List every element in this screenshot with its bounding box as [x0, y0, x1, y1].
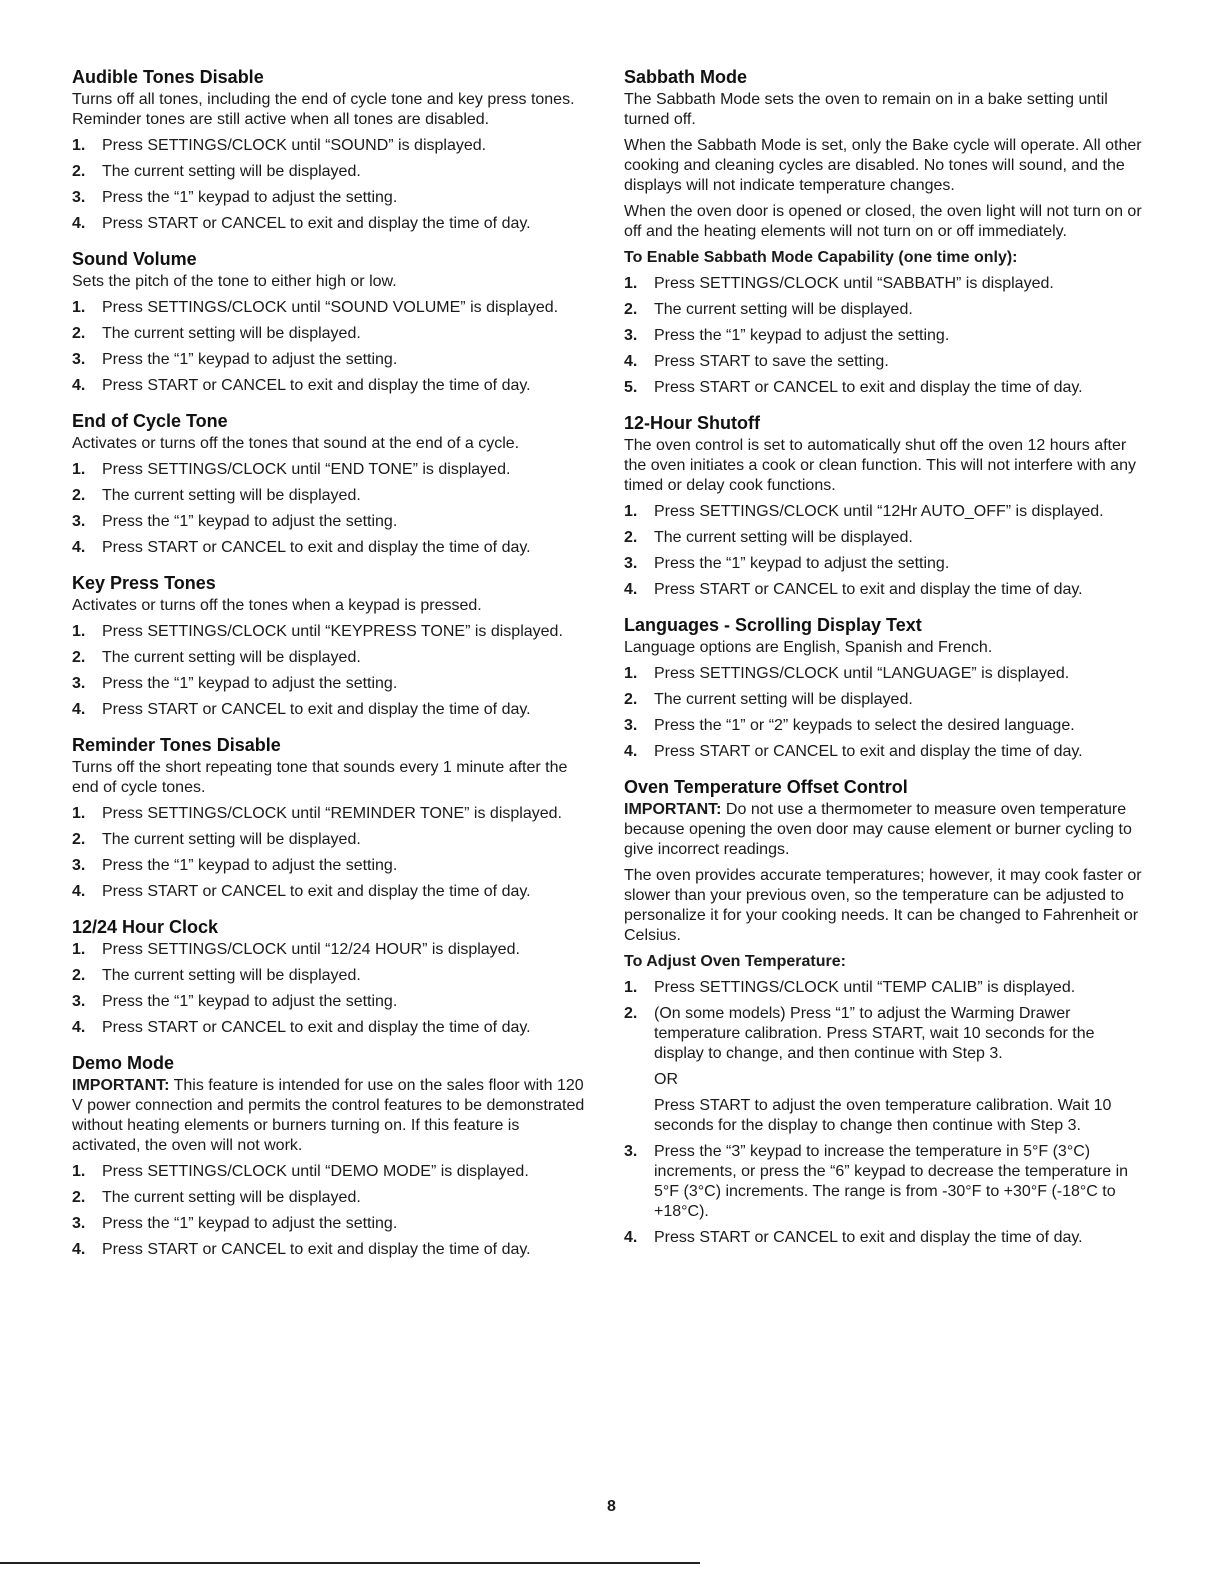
step-text: The current setting will be displayed.: [102, 487, 361, 504]
step-item: [72, 298, 592, 318]
section: [624, 614, 1144, 762]
step-list: [72, 1162, 592, 1260]
important-note: [624, 800, 1144, 860]
step-item: [624, 1228, 1144, 1248]
step-text: The current setting will be displayed.: [654, 691, 913, 708]
step-text: The current setting will be displayed.: [102, 325, 361, 342]
step-alternative: Press START to adjust the oven temperature calibration. Wait 10 seconds for the display to change then continue with Step 3.: [654, 1097, 1112, 1134]
step-number: 1.: [72, 137, 86, 154]
step-item: [72, 966, 592, 986]
step-text: The current setting will be displayed.: [102, 831, 361, 848]
step-text: The current setting will be displayed.: [102, 967, 361, 984]
step-text: Press the “1” keypad to adjust the setting.: [654, 327, 950, 344]
section-title: Oven Temperature Offset Control: [624, 777, 908, 797]
step-number: 2.: [72, 487, 86, 504]
step-text: Press SETTINGS/CLOCK until “REMINDER TONE” is displayed.: [102, 805, 562, 822]
step-item: [72, 460, 592, 480]
step-number: 2.: [72, 649, 86, 666]
step-number: 2.: [624, 529, 638, 546]
step-number: 1.: [72, 299, 86, 316]
step-number: 2.: [624, 691, 638, 708]
step-number: 1.: [624, 503, 638, 520]
step-number: 1.: [72, 805, 86, 822]
section-title: Key Press Tones: [72, 573, 216, 593]
important-text: This feature is intended for use on the sales floor with 120 V power connection and permits the control features to be demonstrated without heating elements or burners turning on. If this feature is activated, the oven will not work.: [72, 1077, 585, 1154]
step-text: Press SETTINGS/CLOCK until “LANGUAGE” is displayed.: [654, 665, 1070, 682]
paragraph: When the oven door is opened or closed, the oven light will not turn on or off and the heating elements will not turn on or off immediately.: [624, 203, 1142, 240]
step-number: 3.: [72, 993, 86, 1010]
section-title: Audible Tones Disable: [72, 67, 264, 87]
step-number: 5.: [624, 379, 638, 396]
section: [72, 916, 592, 1038]
section-title: 12/24 Hour Clock: [72, 917, 219, 937]
step-number: 1.: [72, 623, 86, 640]
right-column: [624, 66, 1144, 1262]
step-item: [72, 830, 592, 850]
section-title: Sound Volume: [72, 249, 197, 269]
step-list: [72, 622, 592, 720]
step-text: Press START or CANCEL to exit and display the time of day.: [654, 379, 1083, 396]
step-item: [72, 214, 592, 234]
step-item: [624, 1142, 1144, 1222]
step-item: [72, 1214, 592, 1234]
section: [624, 776, 1144, 1248]
step-number: 3.: [624, 555, 638, 572]
step-text: Press the “1” keypad to adjust the setting.: [102, 993, 398, 1010]
step-number: 4.: [72, 883, 86, 900]
section: [72, 410, 592, 558]
step-number: 2.: [72, 967, 86, 984]
section: [624, 66, 1144, 398]
section-intro: Activates or turns off the tones that sound at the end of a cycle.: [72, 435, 520, 452]
step-item: [72, 376, 592, 396]
paragraph: The oven control is set to automatically shut off the oven 12 hours after the oven initiates a cook or clean function. This will not interfere with any timed or delay cook functions.: [624, 437, 1136, 494]
step-text: Press SETTINGS/CLOCK until “TEMP CALIB” is displayed.: [654, 979, 1076, 996]
step-number: 3.: [624, 327, 638, 344]
step-text: Press START or CANCEL to exit and display the time of day.: [102, 883, 531, 900]
important-note: [72, 1076, 592, 1156]
step-text: Press START or CANCEL to exit and display the time of day.: [102, 701, 531, 718]
step-item: [72, 648, 592, 668]
step-item: [72, 486, 592, 506]
step-text: Press START to save the setting.: [654, 353, 889, 370]
step-item: [72, 882, 592, 902]
section: [624, 412, 1144, 600]
step-number: 2.: [624, 301, 638, 318]
step-text: Press START or CANCEL to exit and display the time of day.: [654, 581, 1083, 598]
step-item: [72, 674, 592, 694]
step-number: 4.: [72, 215, 86, 232]
step-text: Press the “1” keypad to adjust the setting.: [102, 857, 398, 874]
step-list: [624, 274, 1144, 398]
step-item: [624, 1004, 1144, 1136]
step-item: [624, 580, 1144, 600]
step-text: Press START or CANCEL to exit and display the time of day.: [102, 1019, 531, 1036]
step-text: Press SETTINGS/CLOCK until “SOUND VOLUME” is displayed.: [102, 299, 559, 316]
step-text: Press START or CANCEL to exit and display the time of day.: [654, 743, 1083, 760]
step-item: [624, 690, 1144, 710]
step-number: 1.: [72, 941, 86, 958]
step-list: [72, 460, 592, 558]
step-or: OR: [654, 1071, 678, 1088]
step-number: 1.: [72, 461, 86, 478]
step-number: 4.: [624, 353, 638, 370]
section-title: Sabbath Mode: [624, 67, 748, 87]
step-item: [72, 992, 592, 1012]
step-item: [72, 700, 592, 720]
step-item: [624, 326, 1144, 346]
step-item: [72, 1240, 592, 1260]
step-number: 4.: [624, 743, 638, 760]
paragraph: Language options are English, Spanish and French.: [624, 639, 993, 656]
step-item: [72, 350, 592, 370]
step-item: [624, 978, 1144, 998]
step-number: 2.: [72, 831, 86, 848]
step-item: [624, 274, 1144, 294]
step-item: [72, 136, 592, 156]
step-item: [624, 378, 1144, 398]
section: [72, 734, 592, 902]
step-item: [624, 352, 1144, 372]
step-text: (On some models) Press “1” to adjust the Warming Drawer temperature calibration. Press START, wait 10 seconds for the display to change, and then continue with Step 3.: [654, 1005, 1095, 1062]
step-number: 4.: [624, 1229, 638, 1246]
step-number: 3.: [72, 675, 86, 692]
step-number: 3.: [72, 1215, 86, 1232]
step-text: Press the “1” keypad to adjust the setting.: [102, 513, 398, 530]
step-text: Press SETTINGS/CLOCK until “SOUND” is displayed.: [102, 137, 487, 154]
paragraph: The oven provides accurate temperatures; however, it may cook faster or slower than your previous oven, so the temperature can be adjusted to personalize it for your cooking needs. It can be changed to Fahrenheit or Celsius.: [624, 867, 1142, 944]
step-item: [624, 664, 1144, 684]
step-item: [72, 856, 592, 876]
step-list: [624, 502, 1144, 600]
procedure-subhead: To Adjust Oven Temperature:: [624, 953, 846, 970]
section-intro: Turns off all tones, including the end of cycle tone and key press tones. Reminder tones are still active when all tones are disabled.: [72, 91, 575, 128]
step-text: Press the “1” keypad to adjust the setting.: [102, 1215, 398, 1232]
step-text: Press SETTINGS/CLOCK until “DEMO MODE” is displayed.: [102, 1163, 529, 1180]
left-column: [72, 66, 592, 1274]
step-number: 2.: [72, 1189, 86, 1206]
step-item: [72, 162, 592, 182]
step-text: Press SETTINGS/CLOCK until “12/24 HOUR” is displayed.: [102, 941, 520, 958]
step-text: The current setting will be displayed.: [102, 1189, 361, 1206]
important-label: IMPORTANT:: [72, 1077, 170, 1094]
step-text: Press START or CANCEL to exit and display the time of day.: [102, 1241, 531, 1258]
step-number: 3.: [624, 1143, 638, 1160]
section: [72, 1052, 592, 1260]
section-intro: Turns off the short repeating tone that sounds every 1 minute after the end of cycle tones.: [72, 759, 568, 796]
footer-rule: [0, 1562, 700, 1564]
step-item: [72, 940, 592, 960]
section-title: Reminder Tones Disable: [72, 735, 281, 755]
step-number: 3.: [624, 717, 638, 734]
step-number: 4.: [624, 581, 638, 598]
paragraph: The Sabbath Mode sets the oven to remain on in a bake setting until turned off.: [624, 91, 1108, 128]
step-list: [72, 136, 592, 234]
important-label: IMPORTANT:: [624, 801, 722, 818]
section-intro: Sets the pitch of the tone to either high or low.: [72, 273, 397, 290]
step-number: 4.: [72, 377, 86, 394]
step-text: The current setting will be displayed.: [654, 301, 913, 318]
step-number: 3.: [72, 351, 86, 368]
step-text: The current setting will be displayed.: [654, 529, 913, 546]
important-text: Do not use a thermometer to measure oven temperature because opening the oven door may cause element or burner cycling to give incorrect readings.: [624, 801, 1132, 858]
step-number: 1.: [624, 665, 638, 682]
step-item: [624, 742, 1144, 762]
step-list: [72, 298, 592, 396]
step-text: Press the “3” keypad to increase the temperature in 5°F (3°C) increments, or press the “6” keypad to decrease the temperature in 5°F (3°C) increments. The range is from -30°F to +30°F (-18°C to +18°C).: [654, 1143, 1129, 1220]
step-item: [624, 716, 1144, 736]
step-item: [624, 528, 1144, 548]
section-intro: Activates or turns off the tones when a keypad is pressed.: [72, 597, 482, 614]
step-number: 4.: [72, 1241, 86, 1258]
section-title: 12-Hour Shutoff: [624, 413, 760, 433]
step-item: [72, 622, 592, 642]
page-number: 8: [607, 1498, 616, 1515]
step-item: [72, 512, 592, 532]
section-title: Demo Mode: [72, 1053, 175, 1073]
step-number: 1.: [624, 979, 638, 996]
step-text: The current setting will be displayed.: [102, 163, 361, 180]
step-list: [72, 804, 592, 902]
step-number: 4.: [72, 1019, 86, 1036]
step-item: [72, 804, 592, 824]
step-item: [624, 502, 1144, 522]
section-title: Languages - Scrolling Display Text: [624, 615, 922, 635]
section-title: End of Cycle Tone: [72, 411, 228, 431]
step-number: 3.: [72, 857, 86, 874]
step-number: 3.: [72, 513, 86, 530]
step-item: [72, 1162, 592, 1182]
section: [72, 66, 592, 234]
step-list: [624, 664, 1144, 762]
step-number: 4.: [72, 539, 86, 556]
step-number: 1.: [624, 275, 638, 292]
step-item: [624, 554, 1144, 574]
step-item: [72, 324, 592, 344]
step-text: Press the “1” keypad to adjust the setting.: [102, 351, 398, 368]
step-item: [624, 300, 1144, 320]
step-item: [72, 538, 592, 558]
section: [72, 572, 592, 720]
step-text: Press SETTINGS/CLOCK until “KEYPRESS TONE” is displayed.: [102, 623, 563, 640]
step-text: Press the “1” keypad to adjust the setting.: [654, 555, 950, 572]
step-item: [72, 1018, 592, 1038]
step-number: 2.: [72, 325, 86, 342]
procedure-subhead: To Enable Sabbath Mode Capability (one time only):: [624, 249, 1018, 266]
step-list: [624, 978, 1144, 1248]
step-text: Press SETTINGS/CLOCK until “12Hr AUTO_OFF” is displayed.: [654, 503, 1104, 520]
step-text: The current setting will be displayed.: [102, 649, 361, 666]
step-number: 4.: [72, 701, 86, 718]
step-text: Press the “1” or “2” keypads to select the desired language.: [654, 717, 1075, 734]
step-number: 1.: [72, 1163, 86, 1180]
step-list: [72, 940, 592, 1038]
step-item: [72, 1188, 592, 1208]
step-text: Press START or CANCEL to exit and display the time of day.: [654, 1229, 1083, 1246]
step-item: [72, 188, 592, 208]
step-text: Press START or CANCEL to exit and display the time of day.: [102, 215, 531, 232]
step-text: Press SETTINGS/CLOCK until “END TONE” is displayed.: [102, 461, 511, 478]
step-number: 3.: [72, 189, 86, 206]
paragraph: When the Sabbath Mode is set, only the Bake cycle will operate. All other cooking and cleaning cycles are disabled. No tones will sound, and the displays will not indicate temperature changes.: [624, 137, 1142, 194]
step-text: Press START or CANCEL to exit and display the time of day.: [102, 377, 531, 394]
step-number: 2.: [624, 1005, 638, 1022]
step-text: Press the “1” keypad to adjust the setting.: [102, 189, 398, 206]
step-text: Press START or CANCEL to exit and display the time of day.: [102, 539, 531, 556]
step-number: 2.: [72, 163, 86, 180]
section: [72, 248, 592, 396]
step-text: Press SETTINGS/CLOCK until “SABBATH” is displayed.: [654, 275, 1054, 292]
step-text: Press the “1” keypad to adjust the setting.: [102, 675, 398, 692]
